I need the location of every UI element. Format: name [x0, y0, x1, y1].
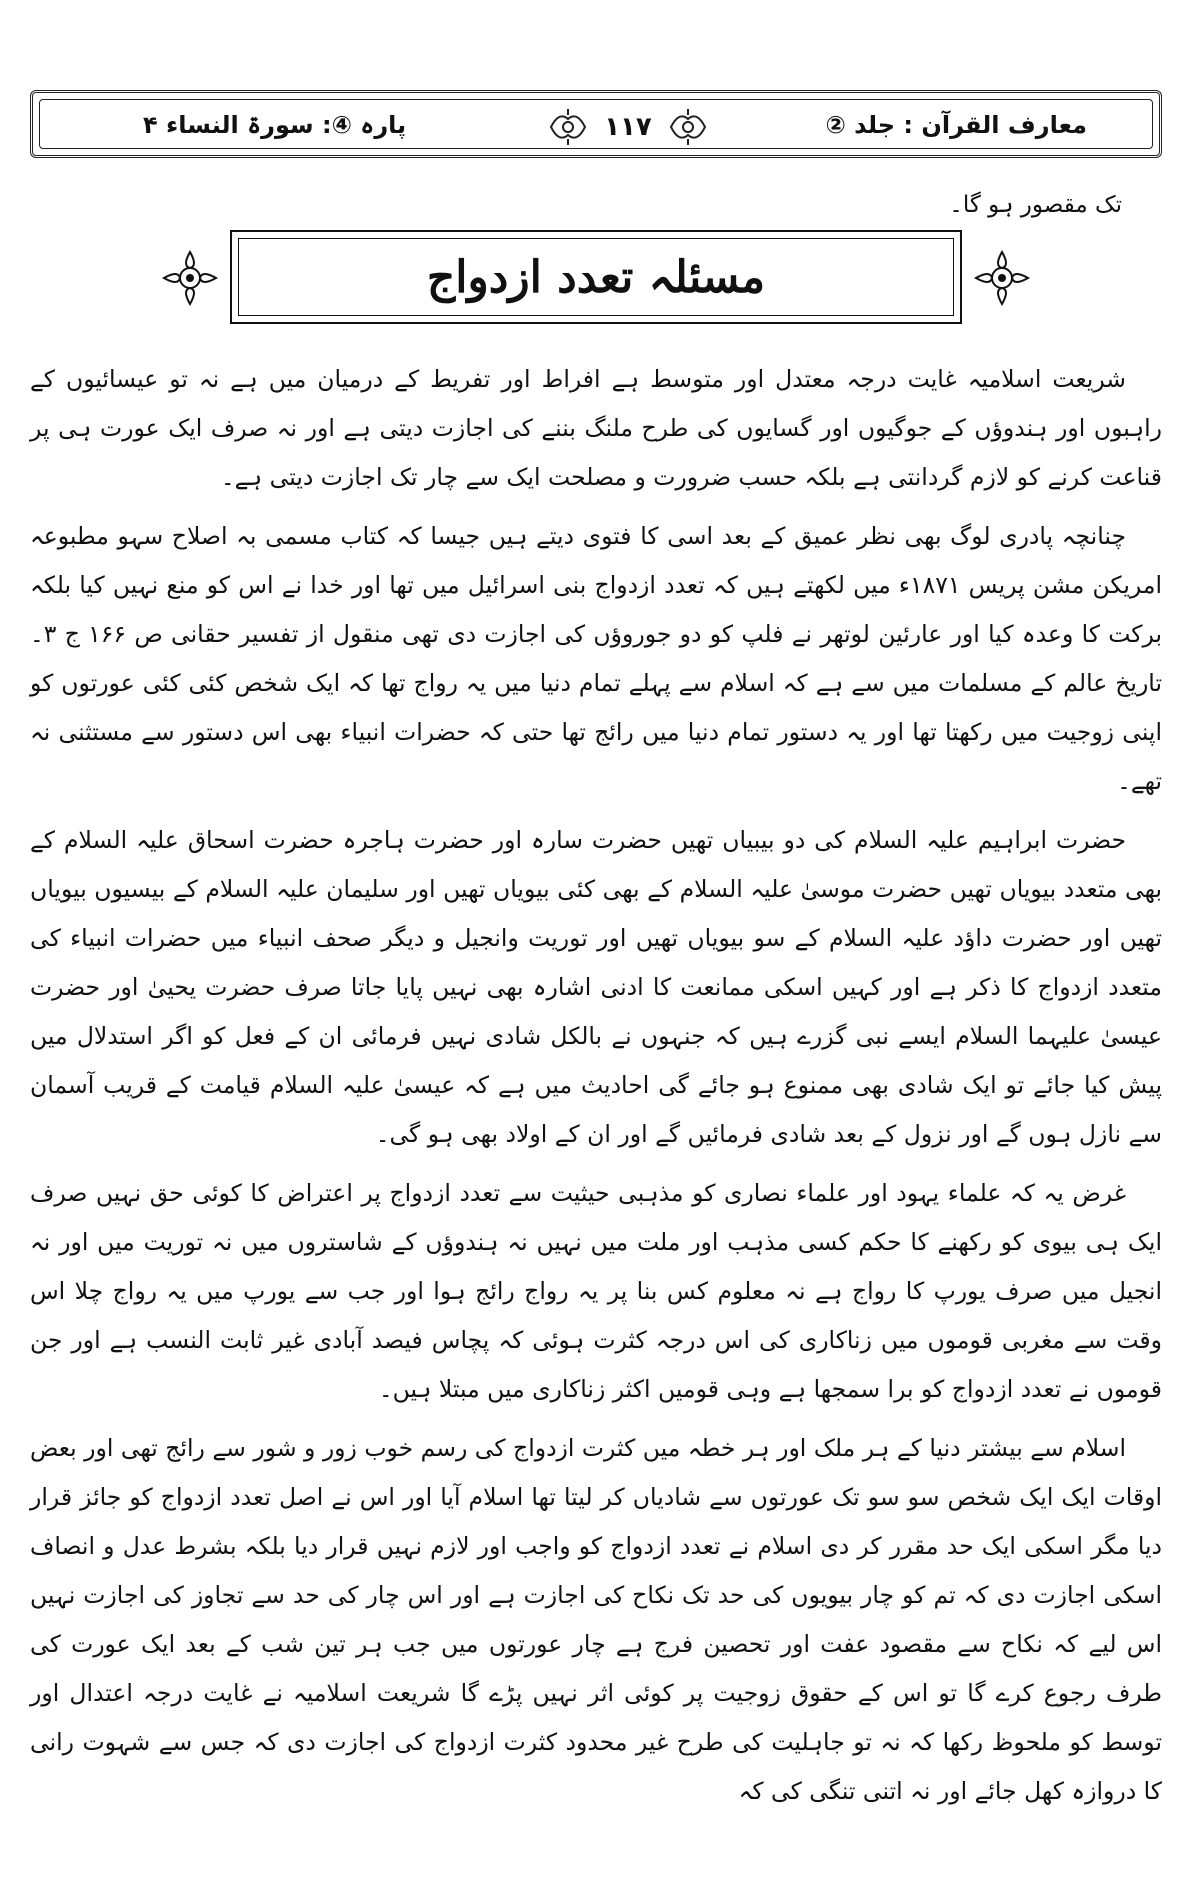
page-number-block: [553, 103, 703, 151]
title-ornament-icon: [160, 248, 220, 308]
floral-ornament-icon: [669, 107, 707, 147]
section-heading-box: [230, 230, 962, 324]
book-title: معارف القرآن : جلد ②: [825, 111, 1087, 139]
paragraph: شریعت اسلامیہ غایت درجہ معتدل اور متوسط ہے افراط اور تفریط کے درمیان میں ہے نہ تو عیسائیوں کے راہبوں اور ہندوؤں کے جوگیوں اور گسایوں کی طرح ملنگ بننے کی اجازت دیتی ہے اور نہ صرف ایک عورت ہی پر قناعت کرنے کو لازم گردانتی ہے بلکہ حسب ضرورت و مصلحت ایک سے چار تک اجازت دیتی ہے۔: [30, 365, 1162, 491]
section-heading: مسئلہ تعدد ازدواج: [426, 252, 766, 303]
section-reference: پارہ ④: سورۃ النساء ۴: [143, 111, 407, 139]
floral-ornament-icon: [549, 107, 587, 147]
title-ornament-icon: [972, 248, 1032, 308]
page-number: ۱۱۷: [594, 112, 662, 142]
lead-line: تک مقصور ہو گا۔: [949, 192, 1122, 218]
body-text: [30, 355, 1162, 1826]
paragraph: حضرت ابراہیم علیہ السلام کی دو بیبیاں تھیں حضرت سارہ اور حضرت ہاجرہ حضرت اسحاق علیہ السلام کے بھی متعدد بیویاں تھیں حضرت موسیٰ علیہ السلام کے بھی کئی بیویاں تھیں اور سلیمان علیہ السلام کے بیسیوں بیویاں تھیں اور حضرت داؤد علیہ السلام کے سو بیویاں تھیں اور توریت وانجیل و دیگر صحف انبیاء میں حضرات انبیاء کی متعدد ازدواج کا ذکر ہے اور کہیں اسکی ممانعت کا ادنی اشارہ بھی نہیں پایا جاتا صرف حضرت یحییٰ اور حضرت عیسیٰ علیہما السلام ایسے نبی گزرے ہیں کہ جنہوں نے بالکل شادی نہیں فرمائی ان کے فعل کو اگر استدلال میں پیش کیا جائے تو ایک شادی بھی ممنوع ہو جائے گی احادیث میں ہے کہ عیسیٰ علیہ السلام قیامت کے قریب آسمان سے نازل ہوں گے اور نزول کے بعد شادی فرمائیں گے اور ان کے اولاد بھی ہو گی۔: [30, 826, 1162, 1148]
paragraph: چنانچہ پادری لوگ بھی نظر عمیق کے بعد اسی کا فتوی دیتے ہیں جیسا کہ کتاب مسمی بہ اصلاح سہو مطبوعہ امریکن مشن پریس ۱۸۷۱ء میں لکھتے ہیں کہ تعدد ازدواج بنی اسرائیل میں تھا اور خدا نے اس کو منع نہیں کیا بلکہ برکت کا وعدہ کیا اور عارئین لوتھر نے فلپ کو دو جوروؤں کی اجازت دی تھی منقول از تفسیر حقانی ص ۱۶۶ ج ۳۔ تاریخ عالم کے مسلمات میں سے ہے کہ اسلام سے پہلے تمام دنیا میں یہ رواج تھا کہ ایک شخص کئی کئی عورتوں کو اپنی زوجیت میں رکھتا تھا اور یہ دستور تمام دنیا میں رائج تھا حتی کہ حضرات انبیاء بھی اس دستور سے مستثنی نہ تھے۔: [30, 522, 1162, 795]
paragraph: غرض یہ کہ علماء یہود اور علماء نصاری کو مذہبی حیثیت سے تعدد ازدواج پر اعتراض کا کوئی حق نہیں صرف ایک ہی بیوی کو رکھنے کا حکم کسی مذہب اور ملت میں نہیں نہ ہندوؤں کے شاستروں میں نہ توریت میں اور نہ انجیل میں صرف یورپ کا رواج ہے نہ معلوم کس بنا پر یہ رواج رائج ہوا اور جب سے یورپ میں یہ رواج چلا اس وقت سے مغربی قوموں میں زناکاری کی اس درجہ کثرت ہوئی کہ پچاس فیصد آبادی غیر ثابت النسب ہے اور جن قوموں نے تعدد ازدواج کو برا سمجھا ہے وہی قومیں اکثر زناکاری میں مبتلا ہیں۔: [30, 1179, 1162, 1403]
paragraph: اسلام سے بیشتر دنیا کے ہر ملک اور ہر خطہ میں کثرت ازدواج کی رسم خوب زور و شور سے رائج تھی اور بعض اوقات ایک ایک شخص سو سو تک عورتوں سے شادیاں کر لیتا تھا اسلام آیا اور اس نے اصل تعدد ازدواج کو جائز قرار دیا مگر اسکی ایک حد مقرر کر دی اسلام نے تعدد ازدواج کو واجب اور لازم نہیں قرار دیا بلکہ بشرط عدل و انصاف اسکی اجازت دی کہ تم کو چار بیویوں کی حد تک نکاح کی اجازت ہے اور اس چار کی حد سے تجاوز کی اجازت نہیں اس لیے کہ نکاح سے مقصود عفت اور تحصین فرج ہے چار عورتوں میں جب ہر تین شب کے بعد ایک عورت کی طرف رجوع کرے گا تو اس کے حقوق زوجیت پر کوئی اثر نہیں پڑے گا شریعت اسلامیہ نے غایت درجہ اعتدال اور توسط کو ملحوظ رکھا کہ نہ تو جاہلیت کی طرح غیر محدود کثرت ازدواج کی اجازت دی کہ جس سے شہوت رانی کا دروازہ کھل جائے اور نہ اتنی تنگی کی کہ: [30, 1434, 1162, 1805]
running-header: [30, 90, 1162, 158]
